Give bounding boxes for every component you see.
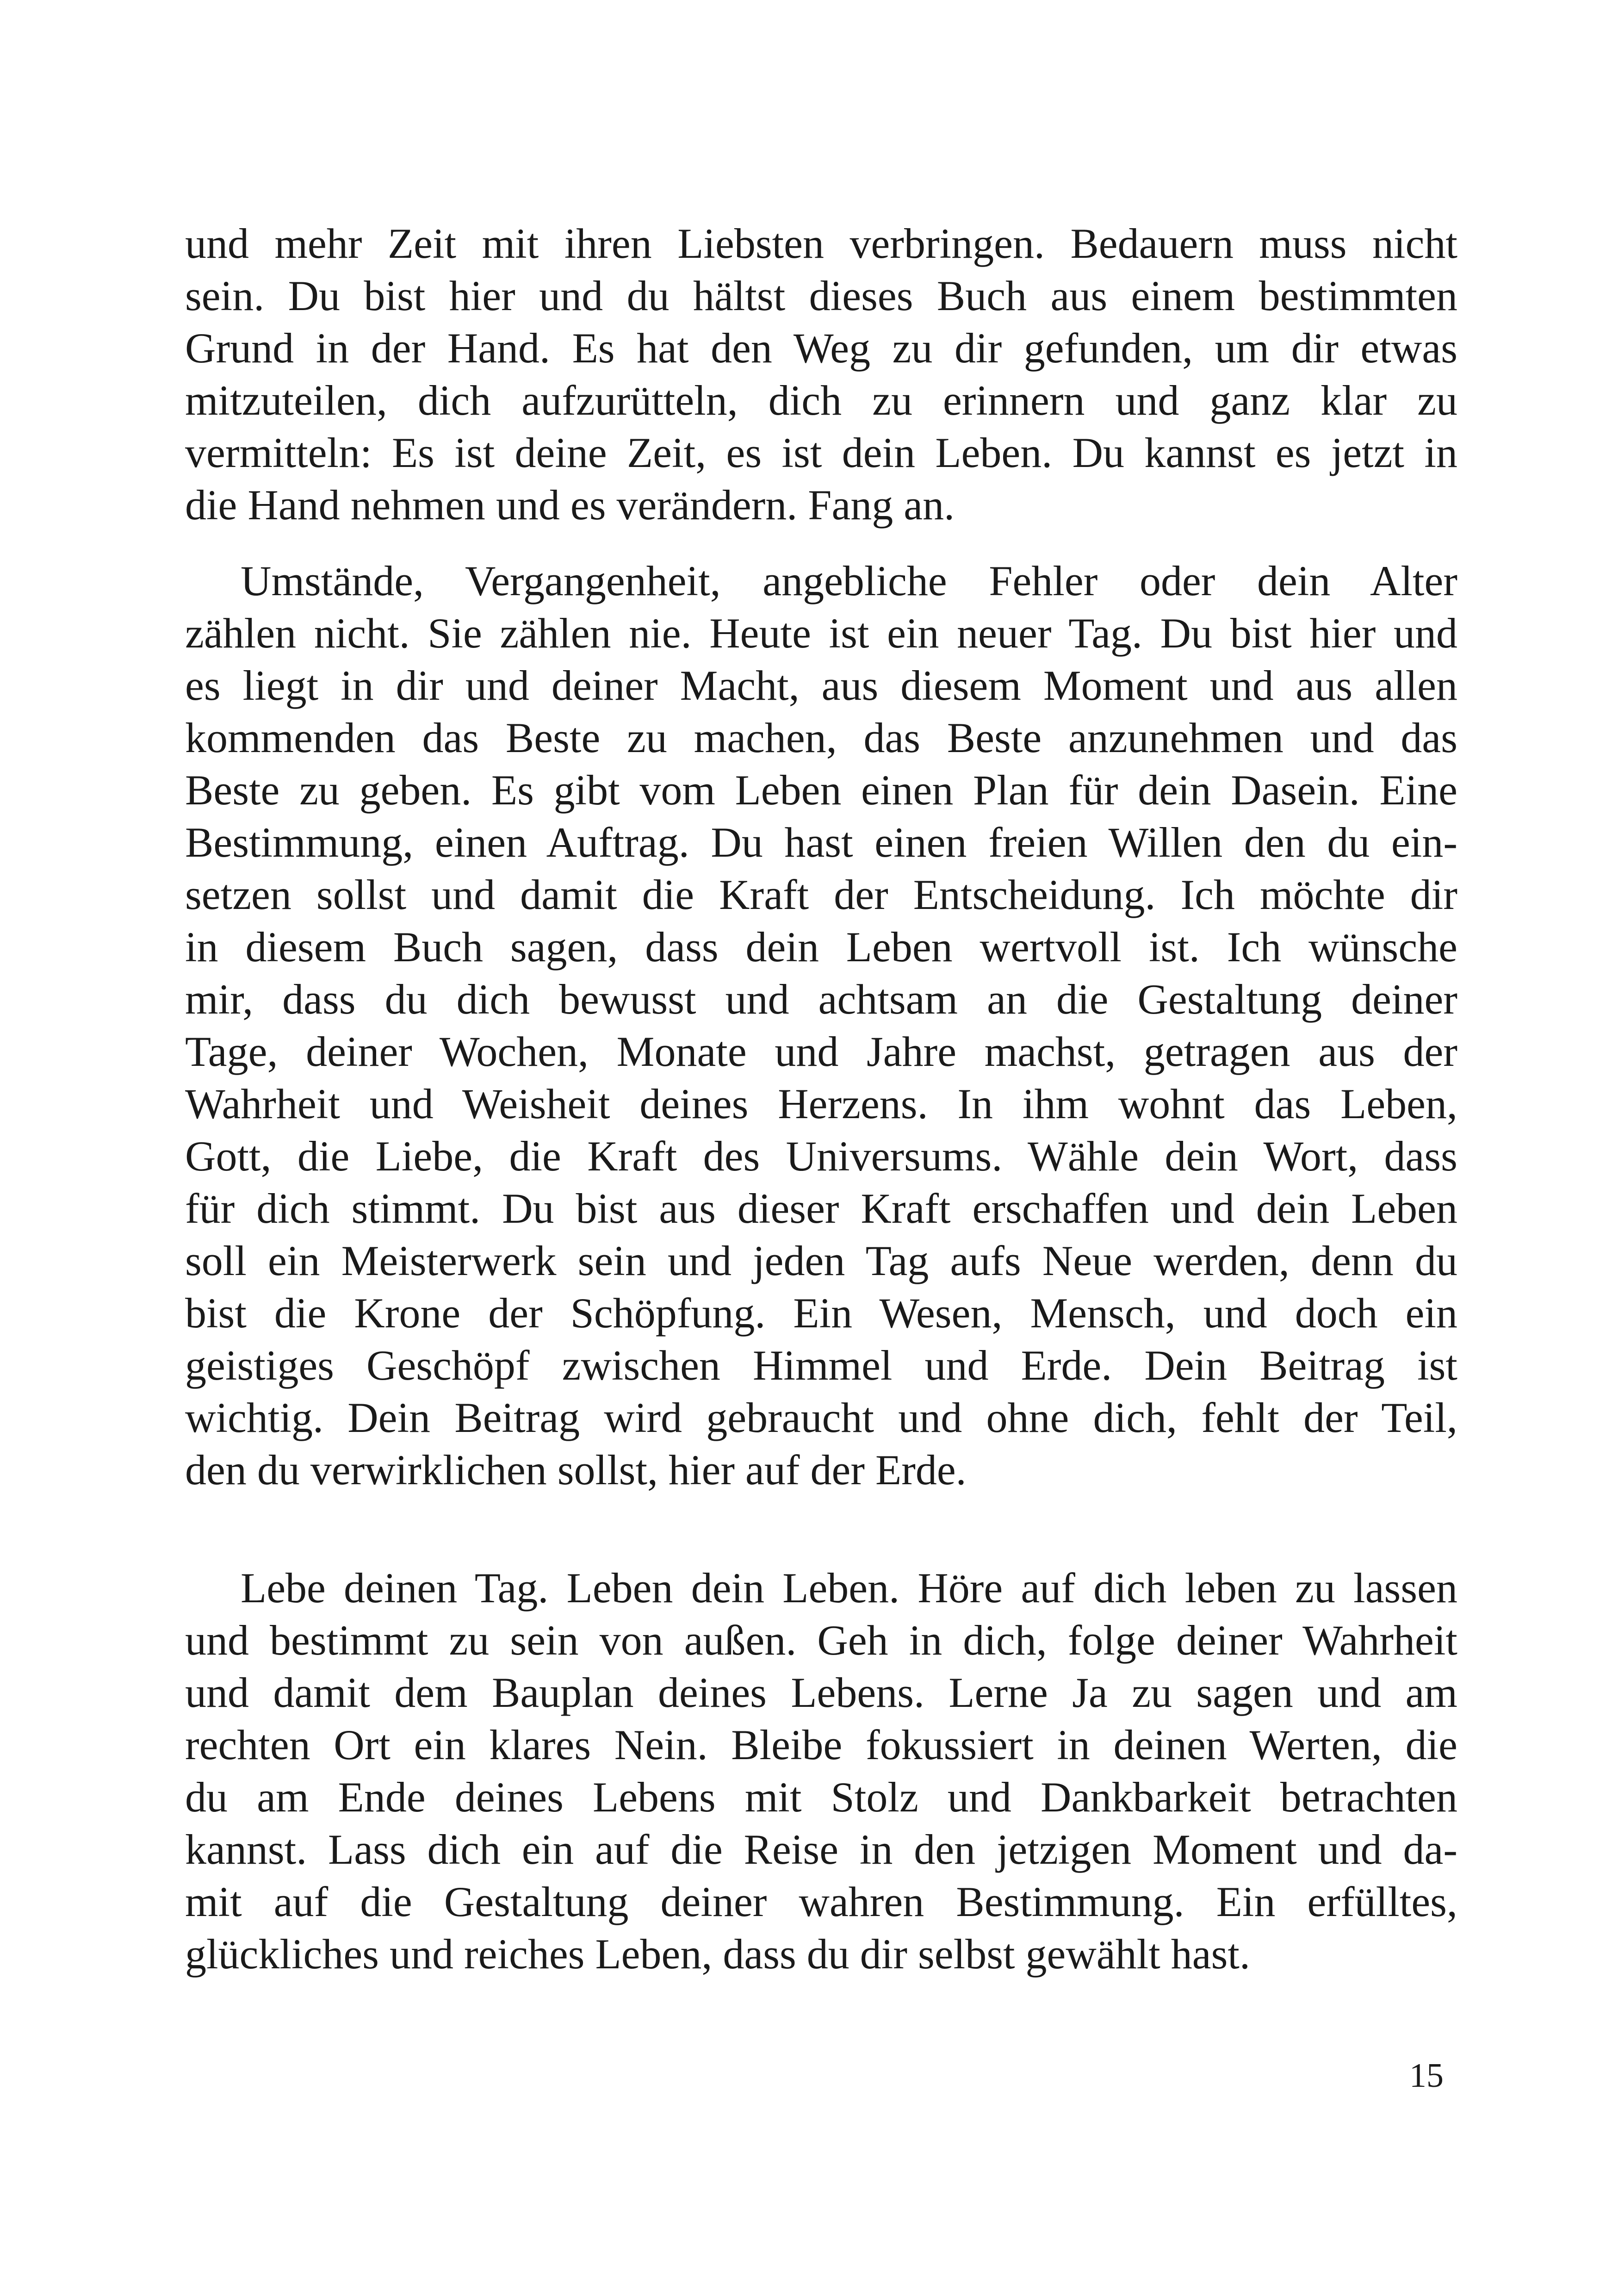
text-line: Gott, die Liebe, die Kraft des Universums. Wähle dein Wort, dass — [185, 1132, 1457, 1180]
text-line: kannst. Lass dich ein auf die Reise in den jetzigen Moment und da- — [185, 1826, 1457, 1873]
text-line: in diesem Buch sagen, dass dein Leben wertvoll ist. Ich wünsche — [185, 923, 1457, 971]
text-line: und damit dem Bauplan deines Lebens. Lerne Ja zu sagen und am — [185, 1669, 1457, 1716]
text-line: mir, dass du dich bewusst und achtsam an die Gestaltung deiner — [185, 976, 1457, 1023]
text-line: die Hand nehmen und es verändern. Fang an. — [185, 481, 955, 529]
text-line: soll ein Meisterwerk sein und jeden Tag aufs Neue werden, denn du — [185, 1237, 1457, 1284]
text-line: du am Ende deines Lebens mit Stolz und Dankbarkeit betrachten — [185, 1773, 1457, 1821]
text-line: Lebe deinen Tag. Leben dein Leben. Höre auf dich leben zu lassen — [241, 1564, 1457, 1612]
text-line: wichtig. Dein Beitrag wird gebraucht und ohne dich, fehlt der Teil, — [185, 1394, 1457, 1441]
text-line: zählen nicht. Sie zählen nie. Heute ist ein neuer Tag. Du bist hier und — [185, 610, 1457, 657]
text-line: Bestimmung, einen Auftrag. Du hast einen freien Willen den du ein- — [185, 819, 1457, 866]
paragraph-3 — [185, 1562, 1457, 1980]
text-line: mit auf die Gestaltung deiner wahren Bestimmung. Ein erfülltes, — [185, 1878, 1457, 1925]
text-line: Tage, deiner Wochen, Monate und Jahre machst, getragen aus der — [185, 1028, 1457, 1075]
text-line: vermitteln: Es ist deine Zeit, es ist dein Leben. Du kannst es jetzt in — [185, 429, 1457, 476]
text-line: Umstände, Vergangenheit, angebliche Fehler oder dein Alter — [241, 557, 1457, 604]
paragraph-1 — [185, 218, 1457, 531]
text-line: kommenden das Beste zu machen, das Beste anzunehmen und das — [185, 714, 1457, 761]
text-line: und mehr Zeit mit ihren Liebsten verbringen. Bedauern muss nicht — [185, 220, 1457, 267]
text-line: Grund in der Hand. Es hat den Weg zu dir gefunden, um dir etwas — [185, 324, 1457, 372]
text-line: den du verwirklichen sollst, hier auf der Erde. — [185, 1446, 967, 1493]
text-line: bist die Krone der Schöpfung. Ein Wesen, Mensch, und doch ein — [185, 1289, 1457, 1337]
text-line: Beste zu geben. Es gibt vom Leben einen Plan für dein Dasein. Eine — [185, 766, 1457, 814]
text-line: glückliches und reiches Leben, dass du dir selbst gewählt hast. — [185, 1930, 1250, 1978]
text-line: rechten Ort ein klares Nein. Bleibe fokussiert in deinen Werten, die — [185, 1721, 1457, 1768]
paragraph-2 — [185, 555, 1457, 1496]
text-line: mitzuteilen, dich aufzurütteln, dich zu erinnern und ganz klar zu — [185, 377, 1457, 424]
text-line: sein. Du bist hier und du hältst dieses Buch aus einem bestimmten — [185, 272, 1457, 319]
text-line: und bestimmt zu sein von außen. Geh in dich, folge deiner Wahrheit — [185, 1617, 1457, 1664]
text-line: für dich stimmt. Du bist aus dieser Kraft erschaffen und dein Leben — [185, 1185, 1457, 1232]
text-line: geistiges Geschöpf zwischen Himmel und Erde. Dein Beitrag ist — [185, 1342, 1457, 1389]
text-line: setzen sollst und damit die Kraft der Entscheidung. Ich möchte dir — [185, 871, 1457, 918]
text-line: Wahrheit und Weisheit deines Herzens. In ihm wohnt das Leben, — [185, 1080, 1457, 1127]
page-number: 15 — [1409, 2057, 1444, 2095]
text-line: es liegt in dir und deiner Macht, aus diesem Moment und aus allen — [185, 662, 1457, 709]
